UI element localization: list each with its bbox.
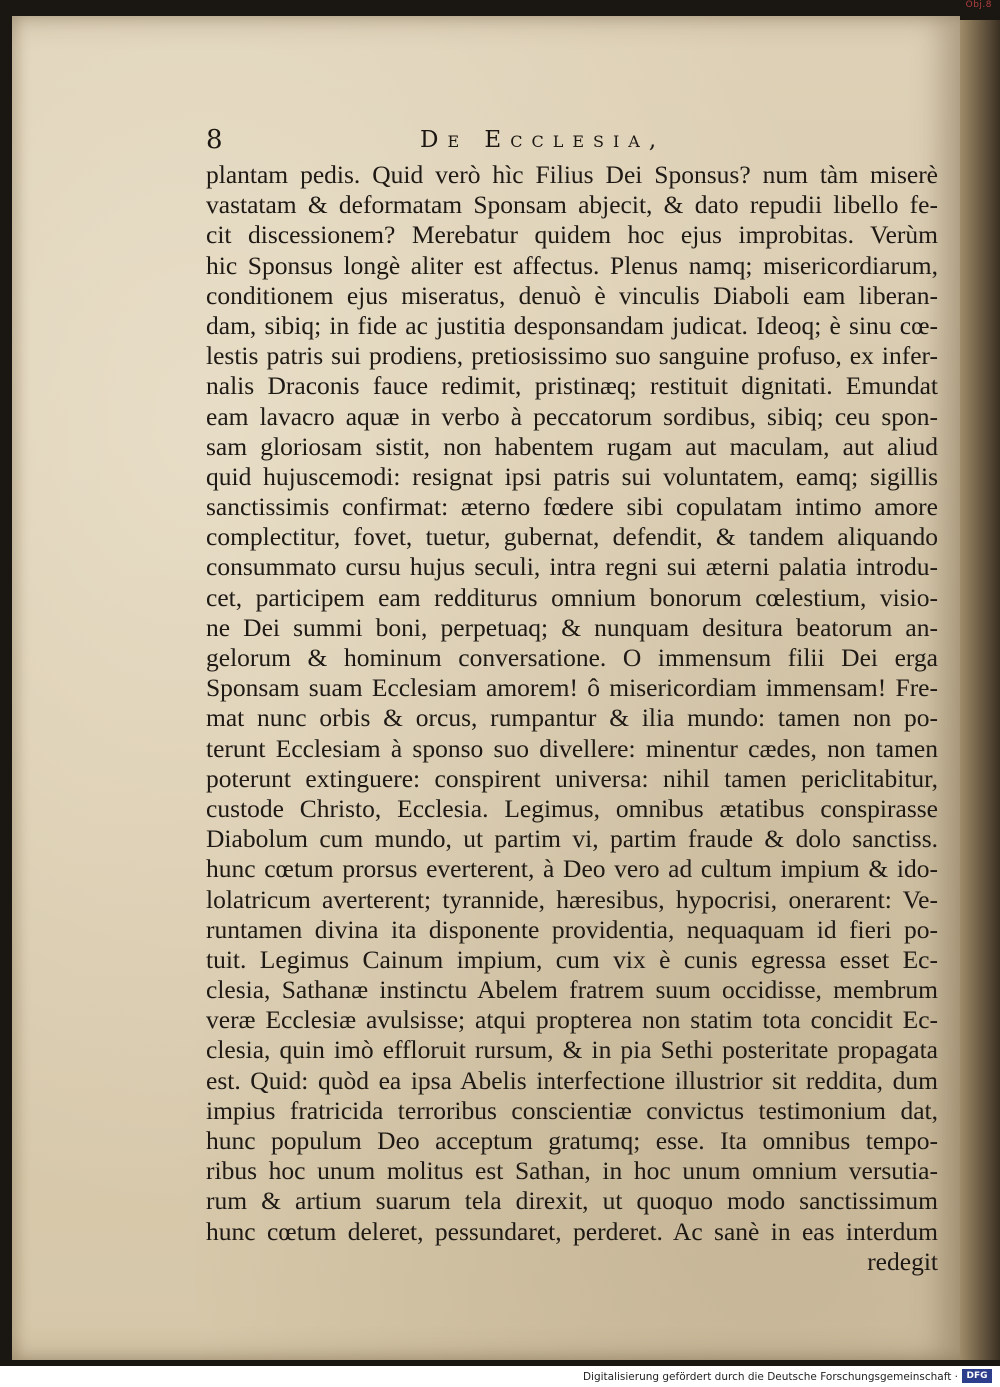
running-title: De Ecclesia, — [420, 127, 666, 153]
text-line: consummato cursu hujus seculi, intra regni sui æterni palatia introdu- — [206, 552, 938, 582]
text-line: Diabolum cum mundo, ut partim vi, partim fraude & dolo sanctiss. — [206, 824, 938, 854]
text-line: plantam pedis. Quid verò hìc Filius Dei Sponsus? num tàm miserè — [206, 160, 938, 189]
text-line: clesia, Sathanæ instinctu Abelem fratrem suum occidisse, membrum — [206, 975, 938, 1005]
text-lines — [206, 160, 938, 1247]
text-line: ne Dei summi boni, perpetuaq; & nunquam desitura beatorum an- — [206, 612, 938, 642]
text-line: hunc cœtum deleret, pessundaret, perderet. Ac sanè in eas interdum — [206, 1216, 938, 1246]
catchword: redegit — [867, 1246, 938, 1276]
body-text — [206, 160, 938, 1277]
text-line: hic Sponsus longè aliter est affectus. Plenus namq; misericordiarum, — [206, 250, 938, 280]
text-line: hunc populum Deo acceptum gratumq; esse. Ita omnibus tempo- — [206, 1126, 938, 1155]
text-line: gelorum & hominum conversatione. O immensum filii Dei erga — [206, 643, 938, 672]
text-line: ribus hoc unum molitus est Sathan, in hoc unum omnium versutia- — [206, 1156, 938, 1186]
page-header — [206, 125, 938, 165]
text-line: lolatricum averterent; tyrannide, hæresibus, hypocrisi, onerarent: Ve- — [206, 884, 938, 914]
scan-corner-mark: Obj.8 — [965, 0, 992, 10]
text-line: lestis patris sui prodiens, pretiosissimo suo sanguine profuso, ex infer- — [206, 341, 938, 371]
text-line: est. Quid: quòd ea ipsa Abelis interfectione illustrior sit reddita, dum — [206, 1065, 938, 1095]
text-line: tuit. Legimus Cainum impium, cum vix è cunis egressa esset Ec- — [206, 944, 938, 974]
text-line: mat nunc orbis & orcus, rumpantur & ilia mundo: tamen non po- — [206, 703, 938, 733]
text-line: cet, participem eam redditurus omnium bonorum cœlestium, visio- — [206, 582, 938, 612]
text-line: sanctissimis confirmat: æterno fœdere sibi copulatam intimo amore — [206, 492, 938, 522]
text-line: vastatam & deformatam Sponsam abjecit, & dato repudii libello fe- — [206, 190, 938, 220]
text-line: hunc cœtum prorsus everterent, à Deo vero ad cultum impium & ido- — [206, 854, 938, 884]
text-line: impius fratricida terroribus conscientiæ convictus testimonium dat, — [206, 1095, 938, 1125]
page-number: 8 — [206, 125, 223, 155]
text-line: clesia, quin imò effloruit rursum, & in pia Sethi posteritate propagata — [206, 1035, 938, 1065]
text-line: quid hujuscemodi: resignat ipsi patris sui voluntatem, eamq; sigillis — [206, 461, 938, 491]
text-line: dam, sibiq; in fide ac justitia desponsandam judicat. Ideoq; è sinu cœ- — [206, 310, 938, 340]
text-line: Sponsam suam Ecclesiam amorem! ô misericordiam immensam! Fre- — [206, 673, 938, 703]
text-line: complectitur, fovet, tuetur, gubernat, defendit, & tandem aliquando — [206, 522, 938, 552]
dfg-logo: DFG — [962, 1369, 992, 1383]
text-line: poterunt extinguere: conspirent universa: nihil tamen periclitabitur, — [206, 763, 938, 793]
text-line: cit discessionem? Merebatur quidem hoc ejus improbitas. Verùm — [206, 220, 938, 250]
footer-bar — [0, 1366, 1000, 1387]
text-line: terunt Ecclesiam à sponso suo divellere: minentur cædes, non tamen — [206, 733, 938, 763]
text-line: sam gloriosam sistit, non habentem rugam aut maculam, aut aliud — [206, 431, 938, 461]
text-line: veræ Ecclesiæ avulsisse; atqui propterea non statim tota concidit Ec- — [206, 1005, 938, 1035]
text-line: custode Christo, Ecclesia. Legimus, omnibus ætatibus conspirasse — [206, 793, 938, 823]
text-line: nalis Draconis fauce redimit, pristinæq; restituit dignitati. Emundat — [206, 371, 938, 401]
text-line: eam lavacro aquæ in verbo à peccatorum sordibus, sibiq; ceu spon- — [206, 401, 938, 431]
text-line: rum & artium suarum tela direxit, ut quoquo modo sanctissimum — [206, 1186, 938, 1216]
text-line: runtamen divina ita disponente providentia, nequaquam id fieri po- — [206, 914, 938, 944]
funding-note: Digitalisierung gefördert durch die Deutsche Forschungsgemeinschaft · — [582, 1371, 958, 1383]
text-line: conditionem ejus miseratus, denuò è vinculis Diaboli eam liberan- — [206, 280, 938, 310]
